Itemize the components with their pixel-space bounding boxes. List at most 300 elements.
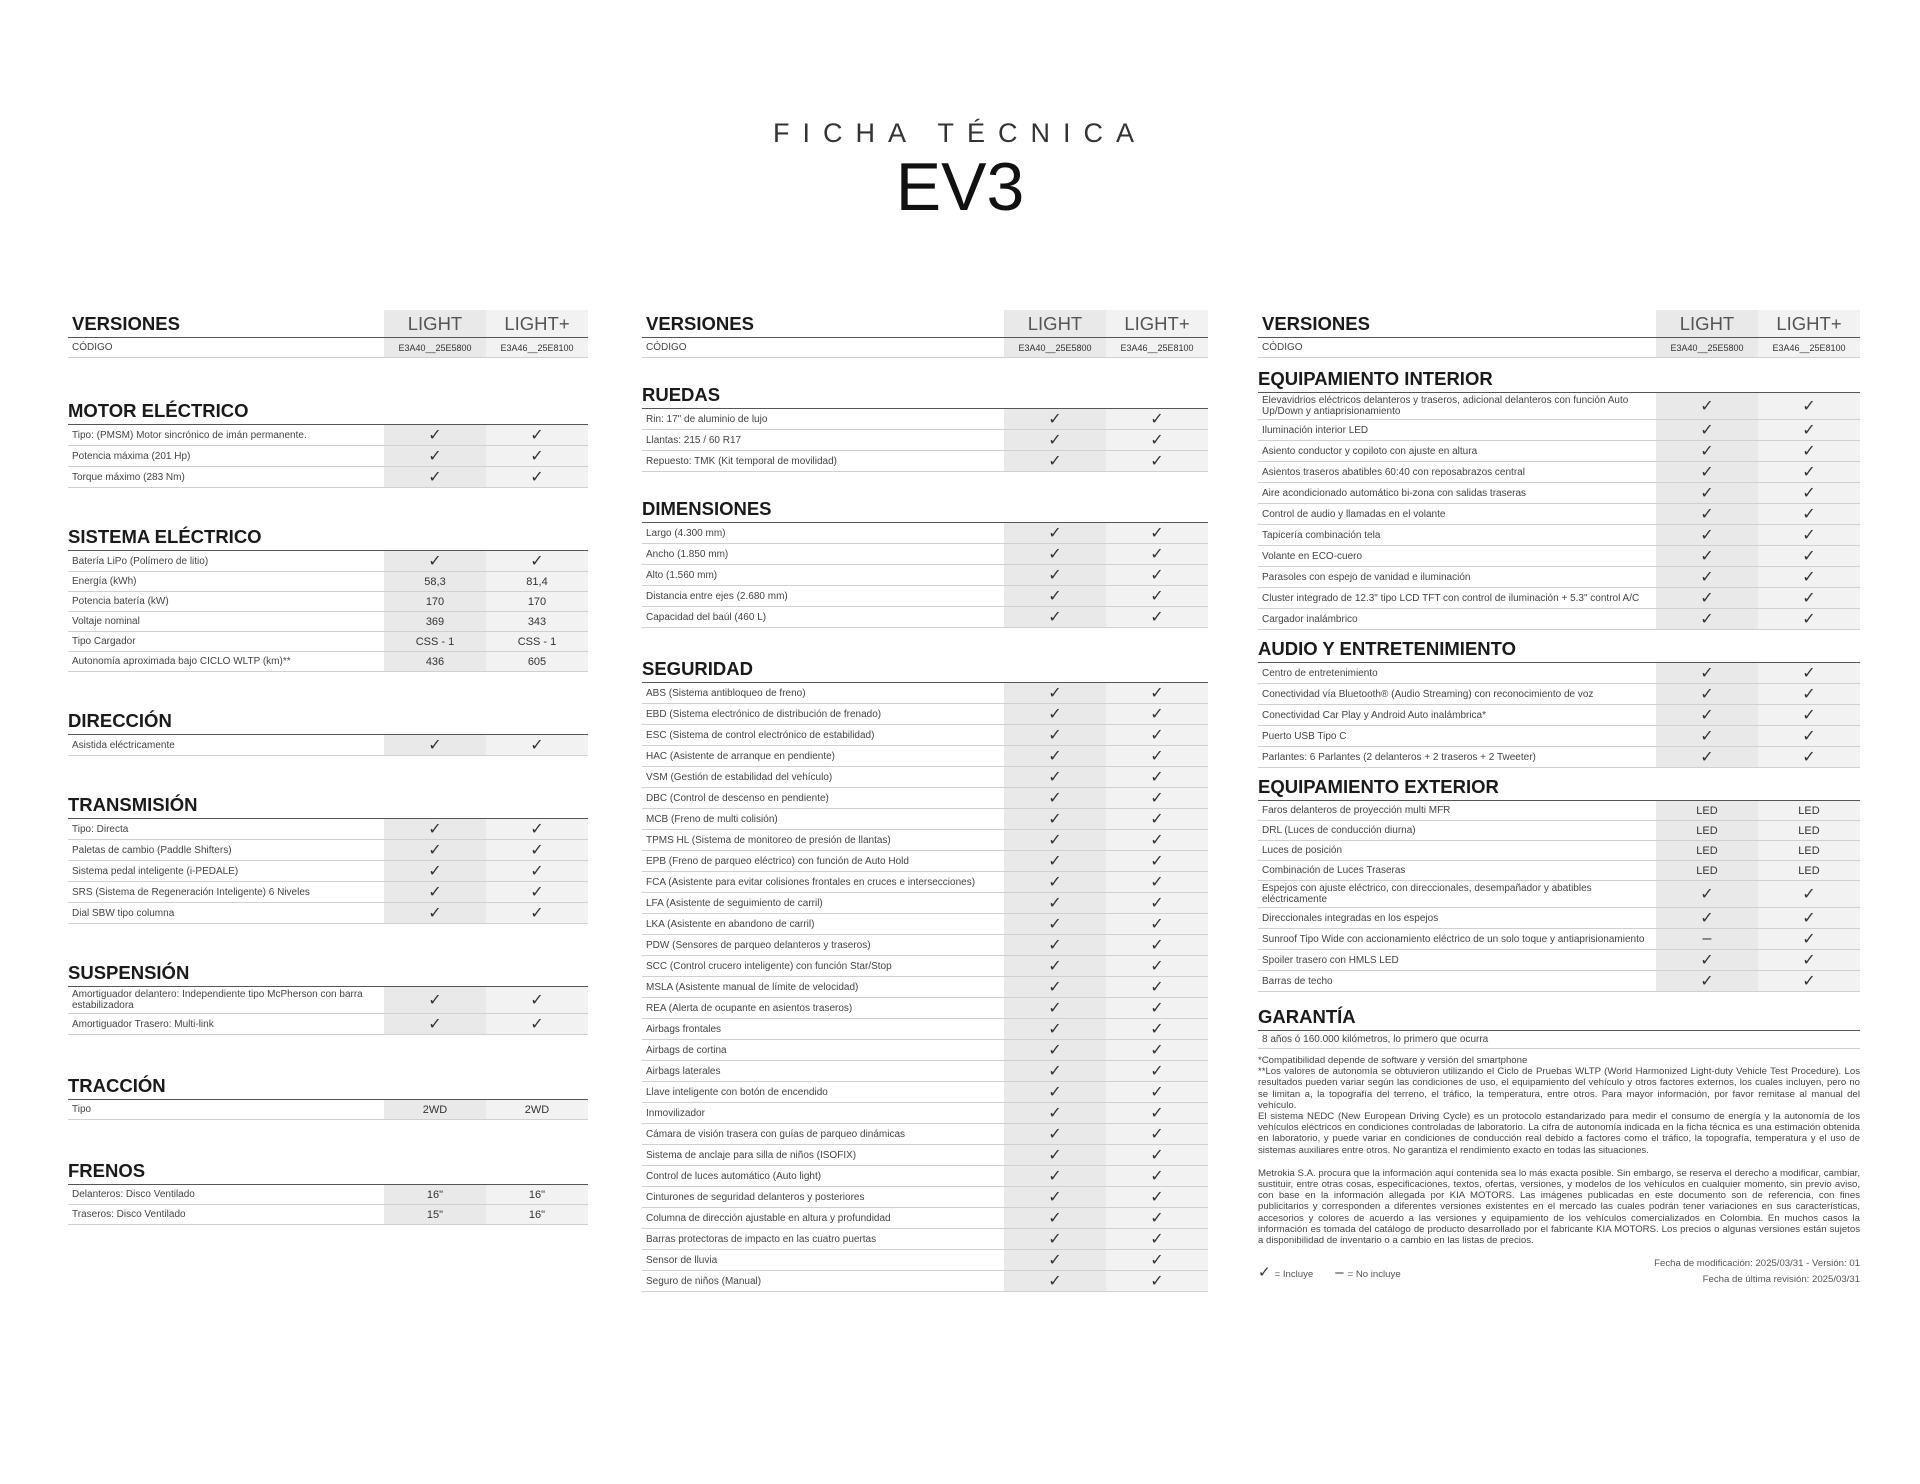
check-icon: ✓ — [1004, 1103, 1106, 1123]
spec-label: Sistema de anclaje para silla de niños (ISOFIX) — [646, 1149, 857, 1161]
check-icon: ✓ — [384, 425, 486, 445]
value-light: CSS - 1 — [384, 632, 486, 651]
spec-row — [1258, 483, 1860, 504]
spec-label: Espejos con ajuste eléctrico, con direccionales, desempañador y abatibles eléctricamente — [1262, 883, 1592, 905]
version-light: LIGHT — [1656, 310, 1758, 337]
section-title: EQUIPAMIENTO EXTERIOR — [1258, 776, 1860, 801]
code-lightplus: E3A46__25E8100 — [1106, 338, 1208, 357]
check-icon: ✓ — [1106, 1040, 1208, 1060]
check-icon: ✓ — [1758, 908, 1860, 928]
check-icon: ✓ — [1656, 663, 1758, 683]
check-icon: ✓ — [1758, 971, 1860, 991]
column-1-sections — [68, 400, 588, 1225]
spec-label: LKA (Asistente en abandono de carril) — [646, 918, 815, 930]
check-icon: ✓ — [1004, 1187, 1106, 1207]
check-icon: ✓ — [1758, 929, 1860, 949]
value-lightplus: LED — [1758, 841, 1860, 860]
check-icon: ✓ — [1004, 1250, 1106, 1270]
check-icon: ✓ — [486, 987, 588, 1013]
value-lightplus: 170 — [486, 592, 588, 611]
check-icon: ✓ — [1758, 483, 1860, 503]
section-title: TRANSMISIÓN — [68, 794, 588, 819]
check-icon: ✓ — [1758, 684, 1860, 704]
spec-label: Luces de posición — [1262, 845, 1343, 856]
check-icon: ✓ — [1656, 393, 1758, 419]
spec-row — [1258, 929, 1860, 950]
spec-label: Torque máximo (283 Nm) — [72, 471, 185, 483]
value-light: 58,3 — [384, 572, 486, 591]
value-lightplus: LED — [1758, 801, 1860, 820]
spec-row — [642, 830, 1208, 851]
value-lightplus: CSS - 1 — [486, 632, 588, 651]
check-icon: ✓ — [1758, 441, 1860, 461]
spec-label: ESC (Sistema de control electrónico de estabilidad) — [646, 729, 875, 741]
spec-label: Volante en ECO-cuero — [1262, 550, 1363, 562]
check-icon: ✓ — [486, 425, 588, 445]
spec-section — [642, 498, 1208, 628]
spec-label: Cámara de visión trasera con guías de parqueo dinámicas — [646, 1128, 906, 1140]
spec-section — [68, 794, 588, 924]
spec-row — [1258, 462, 1860, 483]
spec-row — [642, 1187, 1208, 1208]
versions-label: VERSIONES — [646, 313, 754, 334]
spec-label: DRL (Luces de conducción diurna) — [1262, 825, 1416, 836]
spec-row — [1258, 663, 1860, 684]
check-icon: ✓ — [1004, 544, 1106, 564]
check-icon: ✓ — [1004, 1208, 1106, 1228]
spec-row — [68, 1205, 588, 1225]
spec-label: Traseros: Disco Ventilado — [72, 1209, 186, 1220]
check-icon: ✓ — [486, 861, 588, 881]
legend-incluye: = Incluye — [1274, 1269, 1314, 1281]
spec-row — [642, 586, 1208, 607]
section-title: EQUIPAMIENTO INTERIOR — [1258, 368, 1860, 393]
versions-header — [1258, 310, 1860, 338]
check-icon: ✓ — [1106, 1082, 1208, 1102]
code-lightplus: E3A46__25E8100 — [486, 338, 588, 357]
spec-label: Conectividad Car Play y Android Auto inalámbrica* — [1262, 709, 1487, 721]
spec-row — [68, 882, 588, 903]
spec-label: Largo (4.300 mm) — [646, 527, 726, 539]
spec-row — [642, 1229, 1208, 1250]
spec-label: Paletas de cambio (Paddle Shifters) — [72, 844, 232, 856]
spec-label: Tipo — [72, 1104, 92, 1115]
check-icon: ✓ — [1004, 565, 1106, 585]
check-icon: ✓ — [1758, 546, 1860, 566]
spec-label: EBD (Sistema electrónico de distribución de frenado) — [646, 708, 882, 720]
check-icon: ✓ — [384, 551, 486, 571]
check-icon: ✓ — [1106, 851, 1208, 871]
check-icon: ✓ — [1004, 893, 1106, 913]
code-row — [642, 338, 1208, 358]
check-icon: ✓ — [1106, 1250, 1208, 1270]
check-icon: ✓ — [1004, 451, 1106, 471]
spec-label: Barras protectoras de impacto en las cuatro puertas — [646, 1233, 877, 1245]
footnotes: *Compatibilidad depende de software y versión del smartphone **Los valores de autonomía se obtuvieron utilizando el Ciclo de Pruebas WLTP (World Harmonized Light-duty Vehicle Test Procedure). Los resultados pueden variar según las condiciones de uso, el equipamiento del vehículo y otros factores externos, los cuales incluyen, pero no se limitan a, la topografía del terreno, el tráfico, la temperatura, entre otros. Para mayor información, por favor remitase al manual del vehículo. El sistema NEDC (New European Driving Cycle) es un protocolo estandarizado para medir el consumo de energía y la autonomía de los vehículos eléctricos en condiciones controladas de laboratorio. La cifra de autonomía indicada en la ficha técnica es una estimación obtenida en laboratorio, y puede variar en condiciones de conducción real debido a factores como el tráfico, la topografía, temperatura y el uso de sistemas auxiliares entre otros. No garantiza el rendimiento exacto en todas las situaciones. — [1258, 1055, 1860, 1156]
value-light: 170 — [384, 592, 486, 611]
check-icon: ✓ — [1106, 1019, 1208, 1039]
version-light: LIGHT — [1004, 310, 1106, 337]
spec-row — [1258, 881, 1860, 908]
spec-row — [1258, 801, 1860, 821]
column-2 — [642, 310, 1208, 1292]
spec-row — [642, 1103, 1208, 1124]
disclaimer: Metrokia S.A. procura que la información aquí contenida sea lo más exacta posible. Sin embargo, se reserva el derecho a modificar, cambiar, sustituir, entre otras cosas, especificaciones, textos, ofertas, versiones, y modelos de los vehículos en cualquier momento, sin previo aviso, con base en la información allegada por KIA MOTORS. Las imágenes publicadas en este documento son de referencia, con fines publicitarios y corresponden a diferentes versiones existentes en el mercado las cuales podrán tener variaciones en sus características, accesorios y colores de acuerdo a las versiones y equipamiento de los vehículos comercializados en Colombia. En muchos casos la información es tomada del catálogo de producto desarrollado por el fabricante KIA MOTORS. Los precios o algunas versiones están sujetos a disponibilidad de inventario o a cambio en las listas de precios. — [1258, 1167, 1860, 1247]
check-icon: ✓ — [1106, 893, 1208, 913]
check-icon: ✓ — [1106, 1103, 1208, 1123]
spec-row — [68, 612, 588, 632]
spec-row — [1258, 609, 1860, 630]
check-icon: ✓ — [1106, 430, 1208, 450]
spec-row — [642, 544, 1208, 565]
check-icon: ✓ — [1004, 851, 1106, 871]
check-icon: ✓ — [1656, 950, 1758, 970]
check-icon: ✓ — [486, 819, 588, 839]
spec-row — [1258, 393, 1860, 420]
value-light: 15" — [384, 1205, 486, 1224]
spec-label: VSM (Gestión de estabilidad del vehículo) — [646, 771, 833, 783]
check-icon: ✓ — [1106, 746, 1208, 766]
spec-label: Asistida eléctricamente — [72, 739, 175, 751]
value-light: LED — [1656, 841, 1758, 860]
check-icon: ✓ — [486, 1014, 588, 1034]
spec-label: Parlantes: 6 Parlantes (2 delanteros + 2 traseros + 2 Tweeter) — [1262, 751, 1536, 763]
section-title: FRENOS — [68, 1160, 588, 1185]
value-light: LED — [1656, 821, 1758, 840]
check-icon: ✓ — [1106, 565, 1208, 585]
check-icon: ✓ — [1004, 746, 1106, 766]
spec-label: PDW (Sensores de parqueo delanteros y traseros) — [646, 939, 871, 951]
check-icon: ✓ — [1004, 935, 1106, 955]
check-icon: ✓ — [1106, 935, 1208, 955]
check-icon: ✓ — [1656, 588, 1758, 608]
check-icon: ✓ — [1106, 704, 1208, 724]
check-icon: ✓ — [1758, 881, 1860, 907]
section-title: AUDIO Y ENTRETENIMIENTO — [1258, 638, 1860, 663]
section-title: SISTEMA ELÉCTRICO — [68, 526, 588, 551]
spec-row — [642, 1124, 1208, 1145]
garantia-section — [1258, 1006, 1860, 1288]
spec-section — [68, 1160, 588, 1225]
check-icon: ✓ — [1656, 525, 1758, 545]
spec-label: Cluster integrado de 12.3" tipo LCD TFT con control de iluminación + 5.3" control A/C — [1262, 592, 1640, 604]
spec-label: Autonomía aproximada bajo CICLO WLTP (km)** — [72, 656, 291, 667]
spec-row — [1258, 588, 1860, 609]
spec-row — [642, 767, 1208, 788]
spec-section — [1258, 776, 1860, 992]
check-icon: ✓ — [1106, 725, 1208, 745]
spec-section — [1258, 368, 1860, 630]
check-icon: ✓ — [1758, 393, 1860, 419]
column-3 — [1258, 310, 1860, 1288]
code-label: CÓDIGO — [72, 342, 113, 353]
spec-label: Control de luces automático (Auto light) — [646, 1170, 822, 1182]
spec-row — [1258, 441, 1860, 462]
spec-label: Capacidad del baúl (460 L) — [646, 611, 767, 623]
spec-label: HAC (Asistente de arranque en pendiente) — [646, 750, 836, 762]
check-icon: ✓ — [1004, 1061, 1106, 1081]
spec-row — [68, 572, 588, 592]
version-lightplus: LIGHT+ — [1758, 310, 1860, 337]
check-icon: ✓ — [1004, 830, 1106, 850]
spec-row — [642, 451, 1208, 472]
spec-row — [1258, 525, 1860, 546]
spec-row — [642, 704, 1208, 725]
check-icon: ✓ — [1004, 409, 1106, 429]
check-icon: ✓ — [1758, 525, 1860, 545]
check-icon: ✓ — [1004, 1124, 1106, 1144]
check-icon: ✓ — [1758, 663, 1860, 683]
check-icon: ✓ — [1656, 546, 1758, 566]
spec-label: Tipo Cargador — [72, 636, 136, 647]
spec-label: MSLA (Asistente manual de límite de velocidad) — [646, 981, 859, 993]
check-icon: ✓ — [1758, 950, 1860, 970]
check-icon: ✓ — [1656, 483, 1758, 503]
code-lightplus: E3A46__25E8100 — [1758, 338, 1860, 357]
section-title: DIMENSIONES — [642, 498, 1208, 523]
check-icon: ✓ — [1004, 1166, 1106, 1186]
spec-row — [1258, 950, 1860, 971]
check-icon: ✓ — [1258, 1264, 1271, 1282]
check-icon: ✓ — [1004, 1019, 1106, 1039]
check-icon: ✓ — [1758, 747, 1860, 767]
spec-label: Centro de entretenimiento — [1262, 667, 1378, 679]
spec-label: Ancho (1.850 mm) — [646, 548, 729, 560]
spec-row — [1258, 971, 1860, 992]
spec-label: Tipo: (PMSM) Motor sincrónico de imán permanente. — [72, 429, 307, 441]
check-icon: ✓ — [1106, 977, 1208, 997]
spec-row — [642, 998, 1208, 1019]
column-2-sections — [642, 384, 1208, 1292]
check-icon: ✓ — [1106, 409, 1208, 429]
check-icon: ✓ — [384, 446, 486, 466]
spec-row — [642, 893, 1208, 914]
spec-row — [642, 746, 1208, 767]
spec-label: Aire acondicionado automático bi-zona con salidas traseras — [1262, 487, 1527, 499]
spec-label: LFA (Asistente de seguimiento de carril) — [646, 897, 823, 909]
spec-label: SRS (Sistema de Regeneración Inteligente) 6 Niveles — [72, 886, 310, 898]
spec-row — [642, 1166, 1208, 1187]
check-icon: ✓ — [1758, 504, 1860, 524]
version-lightplus: LIGHT+ — [1106, 310, 1208, 337]
spec-row — [642, 1082, 1208, 1103]
check-icon: ✓ — [1004, 998, 1106, 1018]
spec-label: Puerto USB Tipo C — [1262, 730, 1347, 742]
spec-row — [642, 430, 1208, 451]
check-icon: ✓ — [1106, 767, 1208, 787]
check-icon: ✓ — [1004, 523, 1106, 543]
spec-label: Sistema pedal inteligente (i-PEDALE) — [72, 865, 239, 877]
check-icon: ✓ — [1758, 567, 1860, 587]
spec-label: Energía (kWh) — [72, 576, 137, 587]
spec-section — [68, 710, 588, 756]
check-icon: ✓ — [1106, 1166, 1208, 1186]
legend-noincluye: = No incluye — [1347, 1268, 1401, 1280]
spec-label: Repuesto: TMK (Kit temporal de movilidad) — [646, 455, 838, 467]
check-icon: ✓ — [1106, 683, 1208, 703]
spec-row — [68, 467, 588, 488]
check-icon: ✓ — [486, 551, 588, 571]
check-icon: ✓ — [1758, 462, 1860, 482]
check-icon: ✓ — [1106, 1061, 1208, 1081]
check-icon: ✓ — [384, 987, 486, 1013]
value-light: 436 — [384, 652, 486, 671]
check-icon: ✓ — [1004, 1229, 1106, 1249]
spec-row — [1258, 821, 1860, 841]
spec-row — [68, 1185, 588, 1205]
value-lightplus: 16" — [486, 1205, 588, 1224]
check-icon: ✓ — [1656, 462, 1758, 482]
value-lightplus: 343 — [486, 612, 588, 631]
section-title: MOTOR ELÉCTRICO — [68, 400, 588, 425]
check-icon: ✓ — [1004, 956, 1106, 976]
check-icon: ✓ — [1106, 998, 1208, 1018]
check-icon: ✓ — [1106, 544, 1208, 564]
check-icon: ✓ — [1758, 588, 1860, 608]
spec-row — [642, 1250, 1208, 1271]
modification-date: Fecha de modificación: 2025/03/31 - Versión: 01 — [1654, 1258, 1860, 1270]
spec-row — [642, 788, 1208, 809]
check-icon: ✓ — [1004, 977, 1106, 997]
spec-row — [642, 872, 1208, 893]
check-icon: ✓ — [1656, 726, 1758, 746]
spec-section — [68, 400, 588, 488]
spec-label: Llantas: 215 / 60 R17 — [646, 434, 742, 446]
spec-label: Potencia batería (kW) — [72, 596, 169, 607]
spec-row — [1258, 726, 1860, 747]
revision-date: Fecha de última revisión: 2025/03/31 — [1702, 1274, 1860, 1286]
spec-section — [1258, 638, 1860, 768]
spec-row — [68, 425, 588, 446]
check-icon: ✓ — [1758, 420, 1860, 440]
spec-row — [642, 523, 1208, 544]
versions-header — [68, 310, 588, 338]
spec-row — [642, 725, 1208, 746]
spec-label: FCA (Asistente para evitar colisiones frontales en cruces e intersecciones) — [646, 876, 976, 888]
spec-label: Amortiguador delantero: Independiente tipo McPherson con barra estabilizadora — [72, 989, 363, 1011]
spec-row — [68, 861, 588, 882]
spec-label: Combinación de Luces Traseras — [1262, 865, 1406, 876]
spec-row — [68, 840, 588, 861]
check-icon: ✓ — [1004, 767, 1106, 787]
check-icon: ✓ — [1004, 683, 1106, 703]
check-icon: ✓ — [1004, 586, 1106, 606]
check-icon: ✓ — [1004, 872, 1106, 892]
spec-label: Amortiguador Trasero: Multi-link — [72, 1018, 214, 1030]
spec-label: Rin: 17" de aluminio de lujo — [646, 413, 768, 425]
spec-label: Alto (1.560 mm) — [646, 569, 718, 581]
check-icon: ✓ — [1106, 830, 1208, 850]
check-icon: ✓ — [1004, 704, 1106, 724]
check-icon: ✓ — [1004, 1082, 1106, 1102]
value-light: LED — [1656, 801, 1758, 820]
spec-section — [642, 658, 1208, 1292]
spec-label: Elevavidrios eléctricos delanteros y traseros, adicional delanteros con función Auto Up/Down y antiaprisionamiento — [1262, 395, 1629, 417]
section-title: GARANTÍA — [1258, 1006, 1860, 1031]
check-icon: ✓ — [486, 735, 588, 755]
check-icon: ✓ — [1004, 725, 1106, 745]
check-icon: ✓ — [384, 882, 486, 902]
column-3-sections — [1258, 368, 1860, 992]
check-icon: ✓ — [384, 903, 486, 923]
spec-label: Seguro de niños (Manual) — [646, 1275, 762, 1287]
spec-row — [68, 987, 588, 1014]
spec-label: Dial SBW tipo columna — [72, 907, 175, 919]
doc-title: EV3 — [895, 149, 1025, 225]
spec-row — [68, 1014, 588, 1035]
spec-row — [68, 1100, 588, 1120]
check-icon: ✓ — [1004, 914, 1106, 934]
spec-row — [1258, 567, 1860, 588]
spec-row — [642, 409, 1208, 430]
garantia-line: 8 años ó 160.000 kilómetros, lo primero que ocurra — [1258, 1031, 1860, 1049]
check-icon: ✓ — [384, 840, 486, 860]
check-icon: ✓ — [1004, 1271, 1106, 1291]
check-icon: ✓ — [1106, 451, 1208, 471]
spec-row — [642, 1019, 1208, 1040]
check-icon: ✓ — [384, 861, 486, 881]
spec-label: Batería LiPo (Polímero de litio) — [72, 555, 209, 567]
spec-row — [1258, 841, 1860, 861]
check-icon: ✓ — [486, 467, 588, 487]
check-icon: ✓ — [1656, 908, 1758, 928]
check-icon: ✓ — [384, 1014, 486, 1034]
check-icon: ✓ — [1656, 881, 1758, 907]
spec-label: Asientos traseros abatibles 60:40 con reposabrazos central — [1262, 466, 1525, 478]
spec-label: Llave inteligente con botón de encendido — [646, 1086, 828, 1098]
spec-row — [642, 935, 1208, 956]
check-icon: ✓ — [1106, 1229, 1208, 1249]
check-icon: ✓ — [1656, 420, 1758, 440]
code-row — [68, 338, 588, 358]
versions-label: VERSIONES — [72, 313, 180, 334]
spec-row — [642, 914, 1208, 935]
section-title: TRACCIÓN — [68, 1075, 588, 1100]
spec-row — [68, 551, 588, 572]
check-icon: ✓ — [384, 735, 486, 755]
dash-icon: – — [1335, 1263, 1344, 1281]
check-icon: ✓ — [1106, 1145, 1208, 1165]
spec-row — [642, 977, 1208, 998]
code-light: E3A40__25E5800 — [1004, 338, 1106, 357]
spec-label: Distancia entre ejes (2.680 mm) — [646, 590, 788, 602]
spec-row — [68, 632, 588, 652]
check-icon: ✓ — [1758, 726, 1860, 746]
spec-row — [642, 607, 1208, 628]
spec-row — [1258, 546, 1860, 567]
check-icon: ✓ — [1758, 609, 1860, 629]
check-icon: ✓ — [1656, 705, 1758, 725]
value-light: LED — [1656, 861, 1758, 880]
check-icon: ✓ — [1656, 747, 1758, 767]
value-lightplus: LED — [1758, 821, 1860, 840]
spec-row — [642, 851, 1208, 872]
spec-row — [642, 1061, 1208, 1082]
check-icon: ✓ — [1004, 607, 1106, 627]
spec-row — [642, 1271, 1208, 1292]
spec-label: Direccionales integradas en los espejos — [1262, 912, 1439, 924]
section-title: SEGURIDAD — [642, 658, 1208, 683]
check-icon: ✓ — [486, 903, 588, 923]
spec-label: Iluminación interior LED — [1262, 424, 1369, 436]
spec-section — [68, 962, 588, 1035]
spec-label: SCC (Control crucero inteligente) con función Star/Stop — [646, 960, 892, 972]
spec-row — [1258, 504, 1860, 525]
spec-row — [642, 956, 1208, 977]
spec-row — [68, 652, 588, 672]
spec-row — [1258, 420, 1860, 441]
version-lightplus: LIGHT+ — [486, 310, 588, 337]
